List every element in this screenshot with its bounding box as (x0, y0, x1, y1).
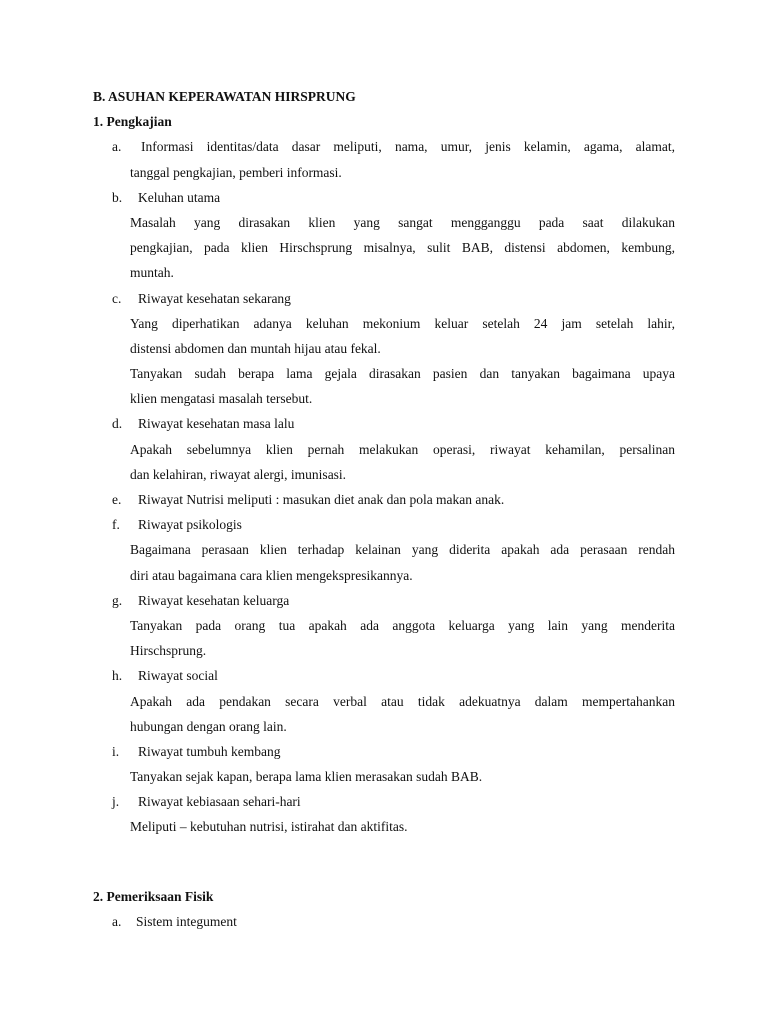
list-item-i (93, 739, 675, 789)
item-c-line-4: klien mengatasi masalah tersebut. (130, 391, 313, 407)
item-f-line-1: Bagaimana perasaan klien terhadap kelainan yang diderita apakah ada perasaan rendah (130, 542, 675, 558)
list-letter-j: j. (112, 794, 120, 810)
item-b-line-3: muntah. (130, 265, 174, 281)
section-title: B. ASUHAN KEPERAWATAN HIRSPRUNG (93, 89, 356, 104)
section-spacer (93, 840, 675, 884)
list-letter-g: g. (112, 592, 123, 608)
list-letter-i: i. (112, 743, 120, 759)
item-i-heading: Riwayat tumbuh kembang (138, 743, 281, 759)
list-item-b (93, 185, 675, 286)
document-body (93, 84, 675, 934)
list-letter-a: a. (112, 139, 122, 155)
item-g-line-2: Hirschsprung. (130, 643, 207, 659)
list-letter-h: h. (112, 668, 123, 684)
list-letter-d: d. (112, 416, 123, 432)
item-f-heading: Riwayat psikologis (138, 517, 242, 533)
item-i-line-1: Tanyakan sejak kapan, berapa lama klien merasakan sudah BAB. (130, 769, 483, 785)
list-item-j (93, 789, 675, 839)
section2-title: 2. Pemeriksaan Fisik (93, 888, 214, 904)
item-g-heading: Riwayat kesehatan keluarga (138, 592, 290, 608)
item-a-line-2: tanggal pengkajian, pemberi informasi. (130, 164, 342, 180)
item-j-heading: Riwayat kebiasaan sehari-hari (138, 794, 301, 810)
item-e-heading: Riwayat Nutrisi meliputi : masukan diet anak dan pola makan anak. (138, 492, 505, 507)
item-f-line-2: diri atau bagaimana cara klien mengekspresikannya. (130, 567, 413, 583)
item-c-line-1: Yang diperhatikan adanya keluhan mekonium keluar setelah 24 jam setelah lahir, (130, 315, 675, 331)
list-item-f (93, 512, 675, 588)
item-b-line-2: pengkajian, pada klien Hirschsprung misalnya, sulit BAB, distensi abdomen, kembung, (130, 240, 675, 256)
item-c-line-3: Tanyakan sudah berapa lama gejala dirasakan pasien dan tanyakan bagaimana upaya (130, 366, 675, 382)
list-letter-2a: a. (112, 913, 122, 929)
item-h-line-1: Apakah ada pendakan secara verbal atau tidak adekuatnya dalam mempertahankan (130, 693, 675, 709)
item-d-line-2: dan kelahiran, riwayat alergi, imunisasi. (130, 466, 347, 482)
item-h-line-2: hubungan dengan orang lain. (130, 718, 287, 734)
list-item-2a (93, 909, 675, 934)
item-2a-heading: Sistem integument (136, 913, 237, 929)
list-item-a (93, 134, 675, 184)
list-item-e (93, 487, 675, 512)
list-item-c (93, 286, 675, 412)
item-d-heading: Riwayat kesehatan masa lalu (138, 416, 295, 432)
list-letter-c: c. (112, 290, 122, 306)
item-g-line-1: Tanyakan pada orang tua apakah ada anggota keluarga yang lain yang menderita (130, 617, 675, 633)
list-letter-b: b. (112, 189, 123, 205)
item-b-line-1: Masalah yang dirasakan klien yang sangat mengganggu pada saat dilakukan (130, 214, 675, 230)
list-letter-f: f. (112, 517, 120, 533)
item-j-line-1: Meliputi – kebutuhan nutrisi, istirahat dan aktifitas. (130, 819, 408, 835)
list-item-h (93, 663, 675, 739)
item-b-heading: Keluhan utama (138, 189, 221, 205)
item-c-heading: Riwayat kesehatan sekarang (138, 290, 291, 306)
item-c-line-2: distensi abdomen dan muntah hijau atau fekal. (130, 340, 381, 356)
section1-title: 1. Pengkajian (93, 114, 172, 130)
item-d-line-1: Apakah sebelumnya klien pernah melakukan operasi, riwayat kehamilan, persalinan (130, 441, 675, 457)
list-item-g (93, 588, 675, 664)
item-a-line-1: Informasi identitas/data dasar meliputi, nama, umur, jenis kelamin, agama, alamat, (141, 139, 675, 155)
list-letter-e: e. (112, 492, 122, 507)
list-item-d (93, 411, 675, 487)
item-h-heading: Riwayat social (138, 668, 218, 684)
